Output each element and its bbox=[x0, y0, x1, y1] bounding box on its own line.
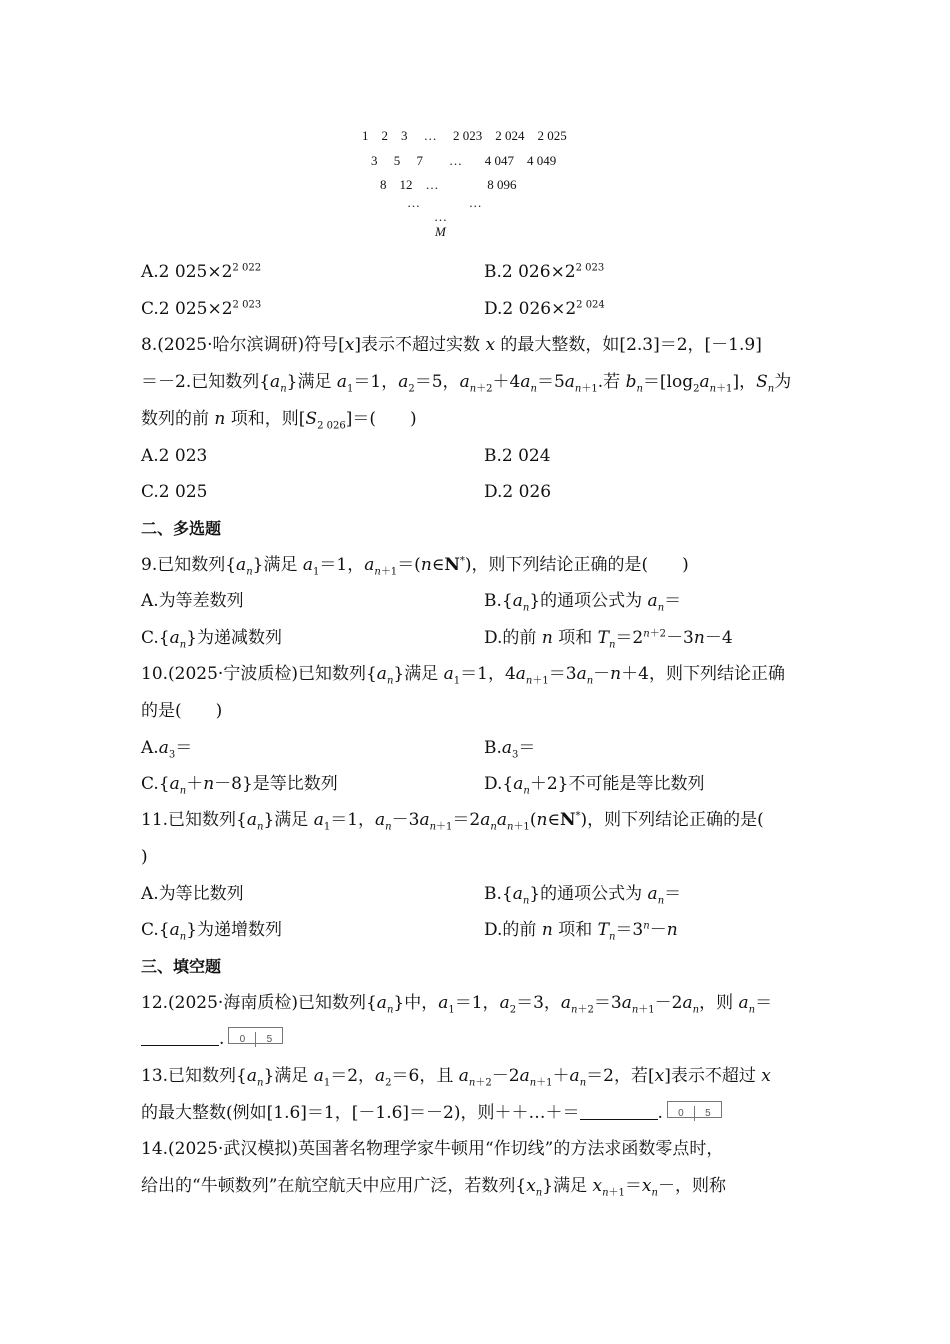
q10-option-c: $C.\{a_n+n-8\}$是等比数列 bbox=[141, 774, 338, 797]
q10-stem-line-2: 的是( ) bbox=[141, 701, 223, 721]
q11-stem-line-2: ) bbox=[141, 847, 148, 867]
q13-answer-blank[interactable] bbox=[580, 1103, 658, 1120]
q8-option-d: D.2 026 bbox=[484, 482, 552, 502]
section-multi-heading: 二、多选题 bbox=[141, 519, 222, 538]
q13-stem-line-2: 的最大整数(例如[1.6]＝1，[－1.6]＝－2)，则＋＋…＋＝ . 0 5 bbox=[141, 1101, 722, 1125]
q14-stem-line-1: 14.(2025·武汉模拟)英国著名物理学家牛顿用“作切线”的方法求函数零点时， bbox=[141, 1139, 724, 1159]
q11-option-b: $B.\{a_n\}$的通项公式为 $a_n=$ bbox=[484, 884, 682, 907]
section-fill-heading: 三、填空题 bbox=[141, 957, 222, 976]
q12-answer-blank[interactable] bbox=[141, 1029, 219, 1046]
triangle-row-5: … bbox=[434, 209, 447, 224]
q8-option-b: B.2 024 bbox=[484, 446, 551, 466]
q9-stem: 9.已知数列$\{a_n\}$满足 $a_1=1$，$a_{n+1}=(n\in N^*)$，则下列结论正确的是( ) bbox=[141, 555, 689, 578]
q10-stem-line-1: 10.(2025·宁波质检)已知数列$\{a_n\}$满足 $a_1=1$，$4a_{n+1}=3a_n-n+4$，则下列结论正确 bbox=[141, 664, 785, 687]
q11-option-d: D.的前 n 项和 $T_n=3^n-n$ bbox=[484, 920, 678, 943]
q12-stem: 12.(2025·海南质检)已知数列$\{a_n\}$中，$a_1=1$，$a_2=3$，$a_{n+2}=3a_{n+1}-2a_n$，则 $a_n=$ bbox=[141, 993, 773, 1016]
q12-answer-line: . 0 5 bbox=[141, 1027, 283, 1051]
q11-option-a: A.为等比数列 bbox=[141, 884, 244, 904]
q13-stem-line-1: 13.已知数列$\{a_n\}$满足 $a_1=2$，$a_2=6$，且 $a_{n+2}-2a_{n+1}+a_n=2$，若[x]表示不超过 x bbox=[141, 1066, 771, 1089]
q8-stem-line-1: 8.(2025·哈尔滨调研)符号[x]表示不超过实数 x 的最大整数，如[2.3]＝2，[－1.9] bbox=[141, 335, 762, 355]
q7-option-b: B.2 $026\times 2^{2 023}$ bbox=[484, 262, 605, 282]
q10-option-b: $B.a_3=$ bbox=[484, 738, 536, 761]
q8-option-a: A.2 023 bbox=[141, 446, 208, 466]
q8-option-c: C.2 025 bbox=[141, 482, 208, 502]
q9-option-a: A.为等差数列 bbox=[141, 591, 244, 611]
q12-score-box: 0 5 bbox=[228, 1027, 283, 1044]
q9-option-d: D.的前 n 项和 $T_n=2^{n+2}-3n-4$ bbox=[484, 628, 733, 651]
q13-score-box: 0 5 bbox=[667, 1101, 722, 1118]
q10-option-a: $A.a_3=$ bbox=[141, 738, 193, 761]
q9-option-b: $B.\{a_n\}$的通项公式为 $a_n=$ bbox=[484, 591, 682, 614]
q14-stem-line-2: 给出的“牛顿数列”在航空航天中应用广泛，若数列$\{x_n\}$满足 $x_{n+1}=x_n-$，则称 bbox=[141, 1176, 726, 1199]
q10-option-d: $D.\{a_n+2\}$不可能是等比数列 bbox=[484, 774, 705, 797]
triangle-bottom-label: M bbox=[435, 224, 446, 239]
triangle-row-4: … … bbox=[407, 195, 482, 210]
q7-option-d: D.2 $026\times 2^{2 024}$ bbox=[484, 299, 605, 319]
q9-option-c: $C.\{a_n\}$为递减数列 bbox=[141, 628, 283, 651]
q11-option-c: $C.\{a_n\}$为递增数列 bbox=[141, 920, 283, 943]
q7-option-c: C.2 $025\times 2^{2 023}$ bbox=[141, 299, 262, 319]
q8-stem-line-3: 数列的前 n 项和，则$[S_{2 026}]=$( ) bbox=[141, 409, 417, 432]
q11-stem-line-1: 11.已知数列$\{a_n\}$满足 $a_1=1$，$a_n-3a_{n+1}=2a_na_{n+1}(n\in N^*)$，则下列结论正确的是( bbox=[141, 810, 764, 833]
triangle-row-2: 3 5 7 … 4 047 4 049 bbox=[371, 153, 557, 168]
q8-stem-line-2: ＝－2.已知数列$\{a_n\}$满足 $a_1=1$，$a_2=5$，$a_{n+2}+4a_n=5a_{n+1}$.若 $b_n=[\log_2a_{n+1}]$，$S_n$为 bbox=[141, 372, 792, 395]
triangle-row-1: 1 2 3 … 2 023 2 024 2 025 bbox=[362, 128, 567, 143]
triangle-row-3: 8 12 … 8 096 bbox=[380, 177, 517, 192]
q7-option-a: A.2 $025\times 2^{2 022}$ bbox=[141, 262, 262, 282]
